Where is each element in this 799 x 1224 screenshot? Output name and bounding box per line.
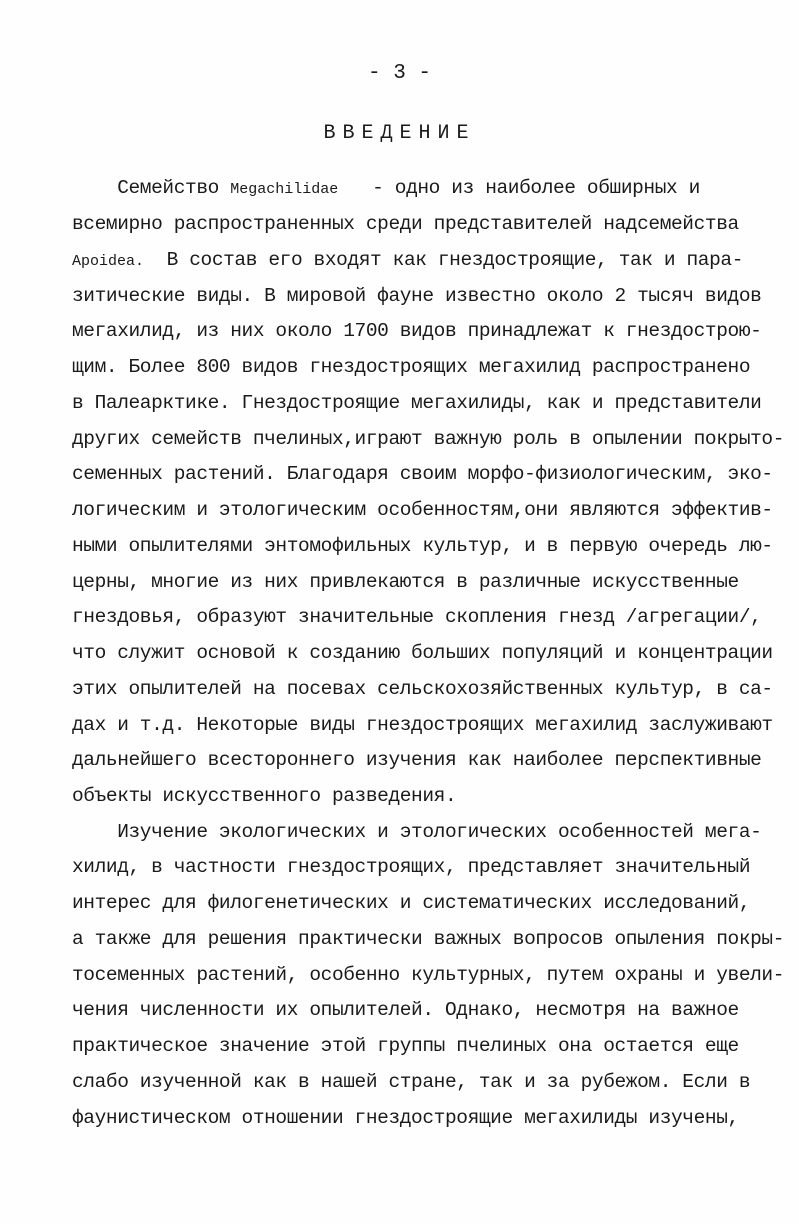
paragraph-1-line-18: объекты искусственного разведения. [72, 785, 457, 807]
latin-term: Megachilidae [230, 181, 339, 198]
paragraph-2-line-9: фаунистическом отношении гнездостроящие мегахилиды изучены, [72, 1107, 739, 1129]
paragraph-1-line-3: Apoidea. В состав его входят как гнездостроящие, так и пара- [72, 249, 744, 271]
paragraph-1-line-2: всемирно распространенных среди представителей надсемейства [72, 213, 739, 235]
paragraph-2-line-8: слабо изученной как в нашей стране, так и за рубежом. Если в [72, 1071, 751, 1093]
paragraph-1-line-11: ными опылителями энтомофильных культур, и в первую очередь лю- [72, 535, 773, 557]
paragraph-1-line-15: этих опылителей на посевах сельскохозяйственных культур, в са- [72, 678, 773, 700]
paragraph-1-line-14: что служит основой к созданию больших популяций и концентрации [72, 642, 773, 664]
paragraph-2-line-3: интерес для филогенетических и систематических исследований, [72, 892, 751, 914]
paragraph-1-line-10: логическим и этологическим особенностям,они являются эффектив- [72, 499, 773, 521]
paragraph-1-line-4: зитические виды. В мировой фауне известно около 2 тысяч видов [72, 285, 762, 307]
page-number: - 3 - [367, 62, 431, 85]
paragraph-1-line-7: в Палеарктике. Гнездостроящие мегахилиды, как и представители [72, 392, 762, 414]
paragraph-2-line-1: Изучение экологических и этологических особенностей мега- [72, 821, 762, 843]
paragraph-1-line-8: других семейств пчелиных,играют важную роль в опылении покрыто- [72, 428, 785, 450]
paragraph-1-line-17: дальнейшего всестороннего изучения как наиболее перспективные [72, 749, 762, 771]
paragraph-2-line-7: практическое значение этой группы пчелиных она остается еще [72, 1035, 739, 1057]
paragraph-1-line-12: церны, многие из них привлекаются в различные искусственные [72, 571, 739, 593]
paragraph-1-line-9: семенных растений. Благодаря своим морфо-физиологическим, эко- [72, 463, 773, 485]
paragraph-2-line-6: чения численности их опылителей. Однако, несмотря на важное [72, 999, 739, 1021]
paragraph-1-line-6: щим. Более 800 видов гнездостроящих мегахилид распространено [72, 356, 751, 378]
paragraph-2-line-4: а также для решения практически важных вопросов опыления покры- [72, 928, 785, 950]
paragraph-1-line-5: мегахилид, из них около 1700 видов принадлежат к гнездострою- [72, 320, 762, 342]
paragraph-1-line-13: гнездовья, образуют значительные скопления гнезд /агрегации/, [72, 606, 762, 628]
latin-term: Apoidea. [72, 253, 145, 270]
paragraph-2-line-2: хилид, в частности гнездостроящих, представляет значительный [72, 856, 751, 878]
paragraph-1-line-16: дах и т.д. Некоторые виды гнездостроящих мегахилид заслуживают [72, 714, 773, 736]
page-title: ВВЕДЕНИЕ [323, 122, 476, 145]
paragraph-2-line-5: тосеменных растений, особенно культурных, путем охраны и увели- [72, 964, 785, 986]
paragraph-1-line-1: Семейство Megachilidae - одно из наиболее обширных и [72, 177, 700, 199]
